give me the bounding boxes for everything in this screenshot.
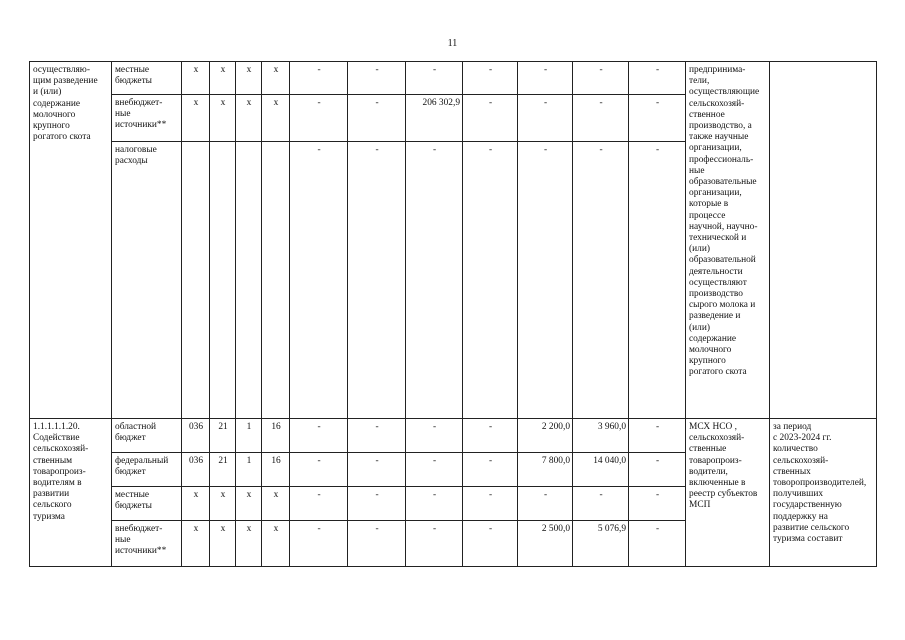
result-cell xyxy=(770,62,877,419)
funding-source-cell: внебюджет- ные источники** xyxy=(112,95,182,142)
value-cell-7: - xyxy=(629,453,686,487)
code-pp-cell: х xyxy=(236,521,262,567)
code-gp-cell: 21 xyxy=(210,419,236,453)
measure-name-cell: 1.1.1.1.1.20. Содействие сельскохозяй- ственным товаропроиз- водителям в развитии сельского туризма xyxy=(30,419,112,567)
value-cell-4: - xyxy=(463,62,518,95)
measure-name-cell: осуществляю- щим разведение и (или) содержание молочного крупного рогатого скота xyxy=(30,62,112,419)
value-cell-5: 2 200,0 xyxy=(518,419,573,453)
value-cell-6: 14 040,0 xyxy=(573,453,629,487)
value-cell-3: - xyxy=(406,62,463,95)
code-gp-cell: х xyxy=(210,62,236,95)
table-row xyxy=(30,419,877,453)
code-pp-cell: 1 xyxy=(236,419,262,453)
value-cell-2: - xyxy=(348,95,406,142)
code-gp-cell: х xyxy=(210,95,236,142)
value-cell-2: - xyxy=(348,62,406,95)
value-cell-5: - xyxy=(518,487,573,521)
value-cell-5: - xyxy=(518,62,573,95)
code-grbs-cell xyxy=(182,142,210,419)
value-cell-7: - xyxy=(629,521,686,567)
value-cell-3: - xyxy=(406,453,463,487)
value-cell-4: - xyxy=(463,487,518,521)
funding-source-cell: федеральный бюджет xyxy=(112,453,182,487)
code-om-cell: х xyxy=(262,521,290,567)
result-cell: за период с 2023-2024 гг. количество сельскохозяй- ственных товоропроизводителей, получивших государственную поддержку на развитие сельского туризма составит xyxy=(770,419,877,567)
page-number: 11 xyxy=(447,38,458,49)
executor-cell: МСХ НСО , сельскохозяй- ственные товаропроиз- водители, включенные в реестр субъектов МСП xyxy=(686,419,770,567)
funding-source-cell: областной бюджет xyxy=(112,419,182,453)
program-table xyxy=(29,61,877,567)
code-gp-cell: 21 xyxy=(210,453,236,487)
value-cell-4: - xyxy=(463,521,518,567)
value-cell-1: - xyxy=(290,419,348,453)
funding-source-cell: налоговые расходы xyxy=(112,142,182,419)
code-pp-cell: 1 xyxy=(236,453,262,487)
code-grbs-cell: 036 xyxy=(182,453,210,487)
value-cell-4: - xyxy=(463,419,518,453)
code-grbs-cell: х xyxy=(182,487,210,521)
value-cell-2: - xyxy=(348,521,406,567)
funding-source-cell: внебюджет- ные источники** xyxy=(112,521,182,567)
value-cell-5: - xyxy=(518,142,573,419)
value-cell-5: 7 800,0 xyxy=(518,453,573,487)
value-cell-6: - xyxy=(573,142,629,419)
value-cell-3: - xyxy=(406,521,463,567)
value-cell-7: - xyxy=(629,142,686,419)
value-cell-4: - xyxy=(463,453,518,487)
value-cell-4: - xyxy=(463,95,518,142)
value-cell-6: 5 076,9 xyxy=(573,521,629,567)
code-gp-cell: х xyxy=(210,487,236,521)
value-cell-2: - xyxy=(348,487,406,521)
code-pp-cell: х xyxy=(236,62,262,95)
value-cell-1: - xyxy=(290,142,348,419)
code-pp-cell: х xyxy=(236,487,262,521)
code-om-cell: 16 xyxy=(262,419,290,453)
code-om-cell: х xyxy=(262,487,290,521)
value-cell-7: - xyxy=(629,95,686,142)
executor-cell: предпринима- тели, осуществляющие сельскохозяй- ственное производство, а также научные организации, профессиональ- ные образовательные организации, которые в процессе научной, научно- технической и (или) образовательной деятельности осуществляют производство сырого молока и разведение и (или) содержание молочного крупного рогатого скота xyxy=(686,62,770,419)
value-cell-1: - xyxy=(290,487,348,521)
code-om-cell: х xyxy=(262,62,290,95)
value-cell-3: - xyxy=(406,142,463,419)
code-gp-cell xyxy=(210,142,236,419)
value-cell-4: - xyxy=(463,142,518,419)
funding-source-cell: местные бюджеты xyxy=(112,487,182,521)
code-pp-cell: х xyxy=(236,95,262,142)
code-pp-cell xyxy=(236,142,262,419)
code-grbs-cell: х xyxy=(182,62,210,95)
value-cell-7: - xyxy=(629,487,686,521)
code-grbs-cell: х xyxy=(182,95,210,142)
value-cell-2: - xyxy=(348,453,406,487)
value-cell-6: 3 960,0 xyxy=(573,419,629,453)
funding-source-cell: местные бюджеты xyxy=(112,62,182,95)
code-om-cell: х xyxy=(262,95,290,142)
value-cell-1: - xyxy=(290,521,348,567)
value-cell-7: - xyxy=(629,419,686,453)
value-cell-3: - xyxy=(406,419,463,453)
value-cell-6: - xyxy=(573,62,629,95)
value-cell-5: 2 500,0 xyxy=(518,521,573,567)
value-cell-1: - xyxy=(290,95,348,142)
value-cell-7: - xyxy=(629,62,686,95)
value-cell-3: - xyxy=(406,487,463,521)
value-cell-5: - xyxy=(518,95,573,142)
code-grbs-cell: х xyxy=(182,521,210,567)
code-om-cell xyxy=(262,142,290,419)
value-cell-3: 206 302,9 xyxy=(406,95,463,142)
value-cell-6: - xyxy=(573,487,629,521)
value-cell-2: - xyxy=(348,419,406,453)
value-cell-1: - xyxy=(290,62,348,95)
value-cell-2: - xyxy=(348,142,406,419)
code-om-cell: 16 xyxy=(262,453,290,487)
code-grbs-cell: 036 xyxy=(182,419,210,453)
value-cell-1: - xyxy=(290,453,348,487)
value-cell-6: - xyxy=(573,95,629,142)
code-gp-cell: х xyxy=(210,521,236,567)
table-row xyxy=(30,62,877,95)
